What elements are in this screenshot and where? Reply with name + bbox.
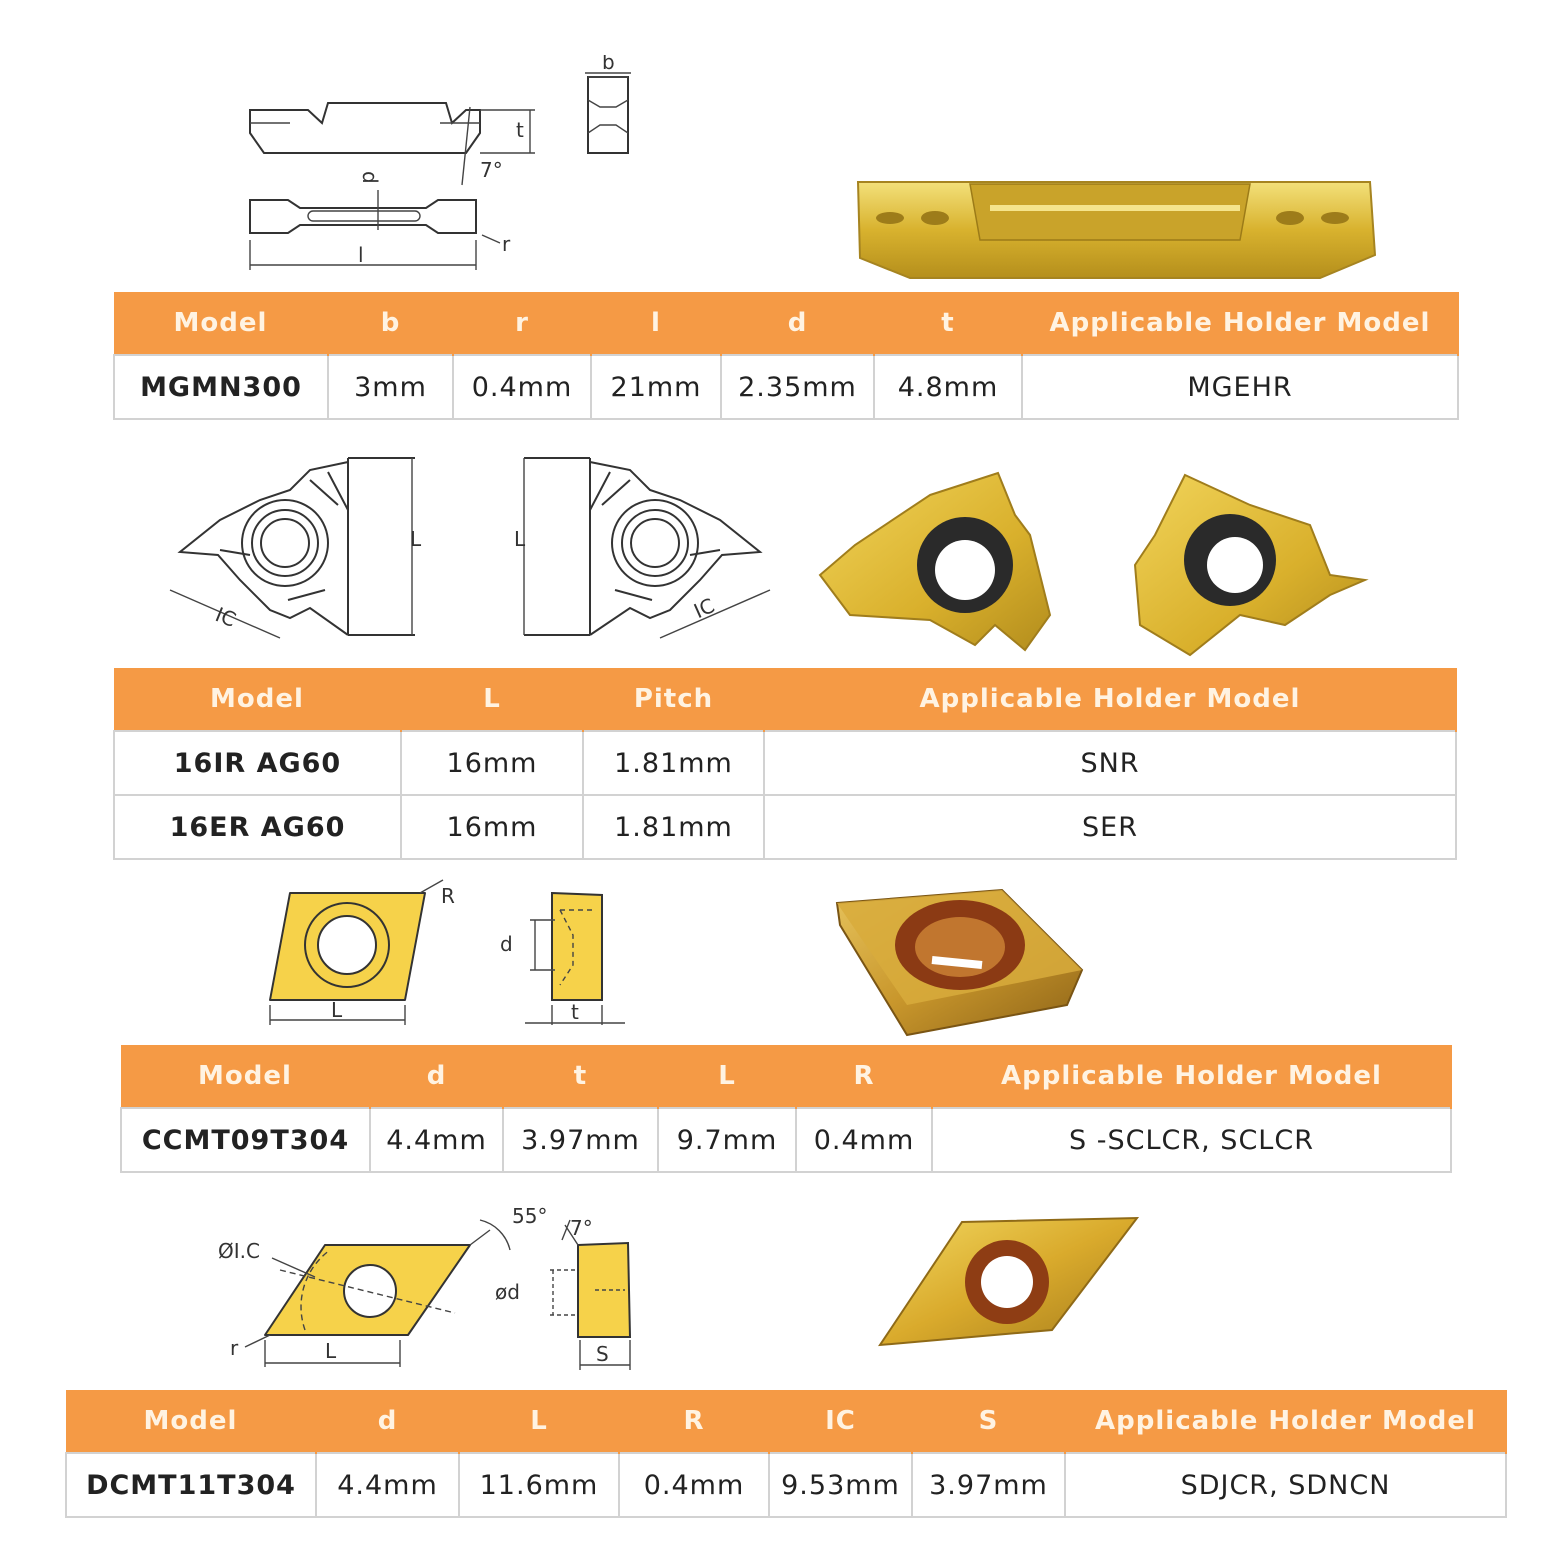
- label-t: t: [516, 118, 524, 142]
- label-7deg: 7°: [480, 158, 503, 182]
- header-L: L: [401, 668, 583, 731]
- cell-model: DCMT11T304: [66, 1453, 316, 1517]
- table-header-row: [66, 1390, 1506, 1453]
- label-L: L: [325, 1339, 337, 1363]
- header-pitch: Pitch: [583, 668, 764, 731]
- ccmt-insert-diagram: [255, 875, 645, 1035]
- header-t: t: [874, 292, 1022, 355]
- spec-table-threading: [113, 668, 1457, 860]
- cell-r: 0.4mm: [453, 355, 591, 419]
- header-holder: Applicable Holder Model: [1065, 1390, 1506, 1453]
- cell-b: 3mm: [328, 355, 453, 419]
- header-t: t: [503, 1045, 658, 1108]
- dcmt-insert-image: [872, 1210, 1142, 1350]
- cell-R: 0.4mm: [796, 1108, 932, 1172]
- label-7deg: 7°: [570, 1216, 593, 1240]
- label-r: r: [502, 232, 511, 256]
- cell-d: 4.4mm: [316, 1453, 459, 1517]
- grooving-insert-image: [850, 170, 1380, 285]
- header-model: Model: [114, 292, 328, 355]
- label-IC-left: IC: [211, 602, 240, 632]
- header-model: Model: [121, 1045, 370, 1108]
- table-header-row: [121, 1045, 1451, 1108]
- header-IC: IC: [769, 1390, 912, 1453]
- label-IC-right: IC: [690, 593, 719, 624]
- cell-model: CCMT09T304: [121, 1108, 370, 1172]
- header-L: L: [658, 1045, 796, 1108]
- header-l: l: [591, 292, 721, 355]
- table-row: [114, 355, 1458, 419]
- header-S: S: [912, 1390, 1065, 1453]
- label-t: t: [571, 1000, 579, 1024]
- label-L: L: [331, 998, 343, 1022]
- header-holder: Applicable Holder Model: [932, 1045, 1451, 1108]
- cell-L: 9.7mm: [658, 1108, 796, 1172]
- cell-pitch: 1.81mm: [583, 731, 764, 795]
- cell-model: 16ER AG60: [114, 795, 401, 859]
- cell-t: 4.8mm: [874, 355, 1022, 419]
- header-holder: Applicable Holder Model: [764, 668, 1456, 731]
- header-b: b: [328, 292, 453, 355]
- header-model: Model: [66, 1390, 316, 1453]
- label-IC: ØI.C: [218, 1239, 260, 1263]
- cell-holder: MGEHR: [1022, 355, 1458, 419]
- cell-l: 21mm: [591, 355, 721, 419]
- table-header-row: [114, 668, 1456, 731]
- header-R: R: [796, 1045, 932, 1108]
- spec-table-dcmt: [65, 1390, 1507, 1518]
- dcmt-insert-diagram: [210, 1195, 650, 1375]
- table-row: [114, 795, 1456, 859]
- cell-d: 2.35mm: [721, 355, 874, 419]
- ccmt-insert-image: [832, 885, 1087, 1040]
- header-d: d: [721, 292, 874, 355]
- cell-L: 16mm: [401, 795, 583, 859]
- cell-model: MGMN300: [114, 355, 328, 419]
- table-row: [121, 1108, 1451, 1172]
- label-R: R: [441, 884, 455, 908]
- header-model: Model: [114, 668, 401, 731]
- cell-L: 11.6mm: [459, 1453, 619, 1517]
- cell-L: 16mm: [401, 731, 583, 795]
- label-L-left: L: [410, 527, 422, 551]
- label-S: S: [596, 1342, 609, 1366]
- label-d: d: [358, 171, 382, 184]
- cell-t: 3.97mm: [503, 1108, 658, 1172]
- threading-insert-diagram: [160, 450, 780, 650]
- header-holder: Applicable Holder Model: [1022, 292, 1458, 355]
- header-d: d: [370, 1045, 503, 1108]
- table-row: [114, 731, 1456, 795]
- cell-holder: SER: [764, 795, 1456, 859]
- spec-table-ccmt: [120, 1045, 1452, 1173]
- table-header-row: [114, 292, 1458, 355]
- spec-table-mgmn300: [113, 292, 1459, 420]
- header-R: R: [619, 1390, 769, 1453]
- header-r: r: [453, 292, 591, 355]
- label-L-right: L: [514, 527, 526, 551]
- cell-holder: SNR: [764, 731, 1456, 795]
- cell-pitch: 1.81mm: [583, 795, 764, 859]
- threading-insert-images: [810, 465, 1380, 660]
- cell-d: 4.4mm: [370, 1108, 503, 1172]
- cell-R: 0.4mm: [619, 1453, 769, 1517]
- header-L: L: [459, 1390, 619, 1453]
- label-l: l: [358, 243, 364, 267]
- cell-IC: 9.53mm: [769, 1453, 912, 1517]
- grooving-insert-diagram: [230, 55, 650, 285]
- cell-holder: S -SCLCR, SCLCR: [932, 1108, 1451, 1172]
- cell-holder: SDJCR, SDNCN: [1065, 1453, 1506, 1517]
- label-55deg: 55°: [512, 1204, 548, 1228]
- label-r: r: [230, 1336, 239, 1360]
- cell-model: 16IR AG60: [114, 731, 401, 795]
- cell-S: 3.97mm: [912, 1453, 1065, 1517]
- table-row: [66, 1453, 1506, 1517]
- label-od: ød: [495, 1280, 520, 1304]
- header-d: d: [316, 1390, 459, 1453]
- label-d: d: [500, 932, 513, 956]
- label-b: b: [602, 55, 615, 74]
